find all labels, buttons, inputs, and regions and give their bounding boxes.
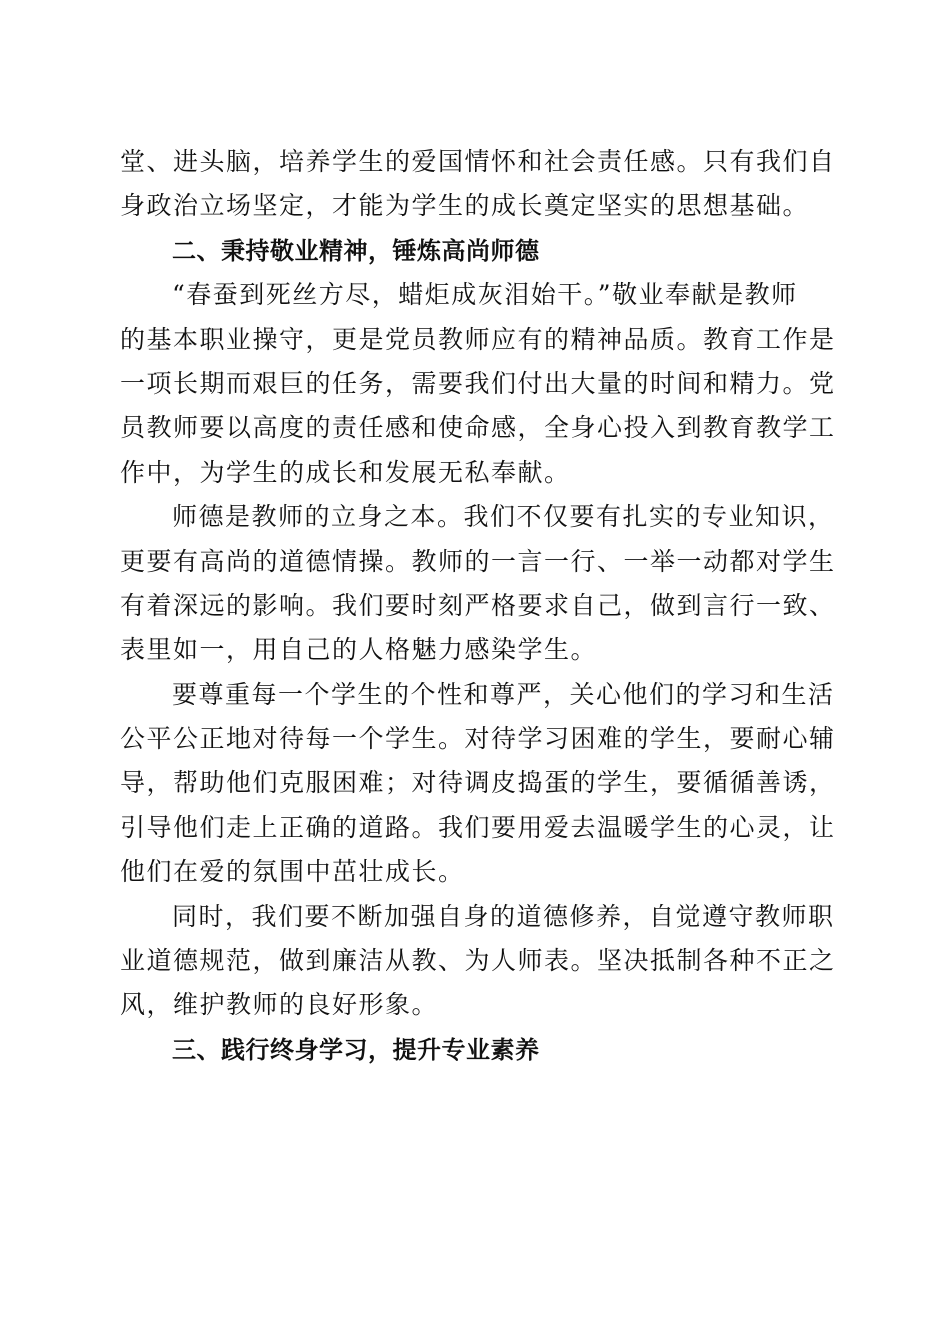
body-text-line: 导，帮助他们克服困难；对待调皮捣蛋的学生，要循循善诱， (120, 768, 836, 798)
body-text-line: 一项长期而艰巨的任务，需要我们付出大量的时间和精力。党 (120, 368, 836, 398)
body-text-line: 引导他们走上正确的道路。我们要用爱去温暖学生的心灵，让 (120, 812, 836, 842)
body-text-line: 堂、进头脑，培养学生的爱国情怀和社会责任感。只有我们自 (120, 147, 836, 176)
body-text-line: 师德是教师的立身之本。我们不仅要有扎实的专业知识， (172, 502, 835, 532)
document-body (120, 140, 836, 1072)
body-text-line: 员教师要以高度的责任感和使命感，全身心投入到教育教学工 (120, 413, 836, 443)
body-text-line: 作中，为学生的成长和发展无私奉献。 (120, 457, 571, 487)
section-heading-two: 二、秉持敬业精神，锤炼高尚师德 (172, 236, 540, 265)
body-text-line: 他们在爱的氛围中茁壮成长。 (120, 857, 465, 887)
body-text-line: 更要有高尚的道德情操。教师的一言一行、一举一动都对学生 (120, 546, 836, 576)
section-heading-three: 三、践行终身学习，提升专业素养 (172, 1035, 540, 1064)
body-text-line: 的基本职业操守，更是党员教师应有的精神品质。教育工作是 (120, 324, 836, 354)
body-text-line: 身政治立场坚定，才能为学生的成长奠定坚实的思想基础。 (120, 191, 810, 221)
body-text-line: 业道德规范，做到廉洁从教、为人师表。坚决抵制各种不正之 (120, 946, 836, 976)
body-text-line: 风，维护教师的良好形象。 (120, 990, 439, 1020)
body-text-line: 公平公正地对待每一个学生。对待学习困难的学生，要耐心辅 (120, 724, 836, 754)
body-text-line: 表里如一，用自己的人格魅力感染学生。 (120, 635, 598, 665)
body-text-line: “春蚕到死丝方尽，蜡炬成灰泪始干。”敬业奉献是教师 (172, 280, 798, 310)
body-text-line: 有着深远的影响。我们要时刻严格要求自己，做到言行一致、 (120, 590, 836, 620)
body-text-line: 同时，我们要不断加强自身的道德修养，自觉遵守教师职 (172, 901, 835, 931)
body-text-line: 要尊重每一个学生的个性和尊严，关心他们的学习和生活 (172, 679, 835, 709)
